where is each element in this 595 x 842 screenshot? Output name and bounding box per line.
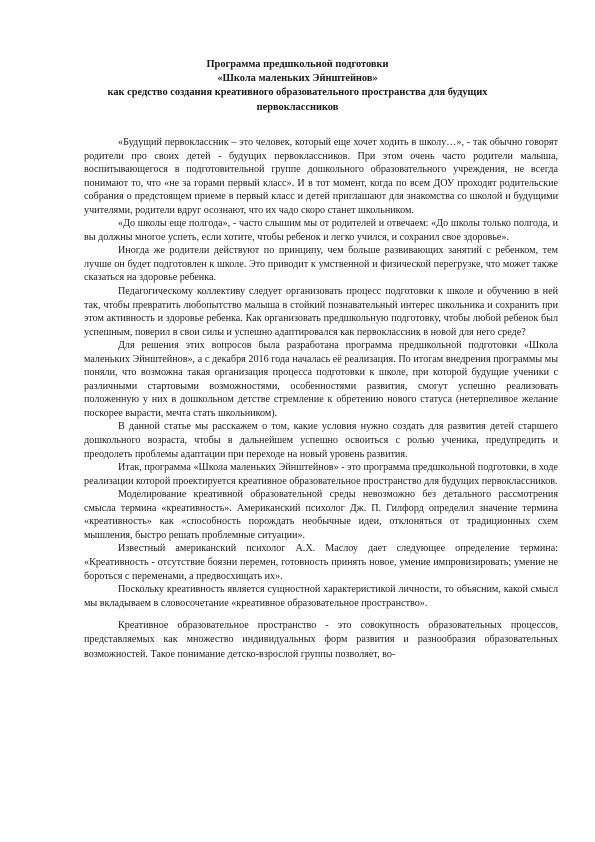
paragraph-5: Для решения этих вопросов была разработана программа предшкольной подготовки «Школа маленьких Эйнштейнов», а с декабря 2016 года началась её реализация. По итогам внедрения программы мы поняли, что возможна такая организация процесса подготовки к школе, при которой будущие ученики с различными стартовыми возможностями, особенностями развития, смогут успешно реализовать положенную у них в дошкольном детстве стремление к обретению нового статуса (нетерпеливое желание поскорее вырасти, мечта стать школьником). [84, 340, 558, 419]
paragraph-11: Креативное образовательное пространство - это совокупность образовательных процессов, представляемых как множество индивидуальных форм развития и разнообразия образовательных возможностей. Такое понимание детско-взрослой группы позволяет, во- [84, 619, 558, 660]
paragraph-10: Поскольку креативность является сущностной характеристикой личности, то объясним, какой смысл мы вкладываем в словосочетание «креативное образовательное пространство». [84, 584, 558, 610]
document-title [60, 58, 535, 115]
paragraph-4: Педагогическому коллективу следует организовать процесс подготовки к школе и обучению в ней так, чтобы превратить любопытство малыша в стойкий познавательный интерес школьника и сохранить при этом активность и здоровье ребенка. Как организовать предшкольную подготовку, чтобы любой ребенок был успешным, поверил в свои силы и успешно адаптировался как первоклассник в новой для него среде? [84, 286, 558, 338]
paragraph-3: Иногда же родители действуют по принципу, чем больше развивающих занятий с ребенком, тем лучше он будет подготовлен к школе. Это приводит к умственной и физической перегрузке, что может также сказаться на здоровье ребенка. [84, 245, 558, 284]
paragraph-7: Итак, программа «Школа маленьких Эйнштейнов» - это программа предшкольной подготовки, в ходе реализации которой проектируется креативное образовательное пространство для будущих первоклассников. [84, 462, 558, 487]
paragraph-8: Моделирование креативной образовательной среды невозможно без детального рассмотрения смысла термина «креативность». Американский психолог Дж. П. Гилфорд определил значение термина «креативность» как «способность порождать необычные идеи, отклоняться от традиционных схем мышления, быстро решать проблемные ситуации». [84, 489, 558, 541]
title-line-2: «Школа маленьких Эйнштейнов» [217, 73, 378, 85]
title-line-4: первоклассников [256, 101, 339, 113]
paragraph-1: «Будущий первоклассник – это человек, который еще хочет ходить в школу…», - так обычно говорят родители про своих детей - будущих первоклассников. При этом очень часто родители малыша, воспитывающегося в подготовительной группе дошкольного образовательного учреждения, не всегда понимают то, что «не за горами первый класс». И в тот момент, когда по всем ДОУ проходят родительские собрания о предстоящем приеме в первый класс и детей приглашают для знакомства со школой и будущими учителями, родители вдруг осознают, что их чадо скоро станет школьником. [84, 137, 558, 216]
paragraph-9: Известный американский психолог А.Х. Маслоу дает следующее определение термина: «Креативность - отсутствие боязни перемен, готовность принять новое, умение импровизировать; умение не бороться с переменами, а предвосхищать их». [84, 543, 558, 582]
document-body [84, 136, 558, 662]
paragraph-2: «До школы еще полгода», - часто слышим мы от родителей и отвечаем: «До школы только полгода, и вы должны многое успеть, если хотите, чтобы ребенок и легко учился, и сохранил свое здоровье». [84, 218, 558, 243]
title-line-3: как средство создания креативного образовательного пространства для будущих [107, 87, 488, 99]
paragraph-6: В данной статье мы расскажем о том, какие условия нужно создать для развития детей старшего дошкольного возраста, чтобы в дальнейшем успешно освоиться с ролью ученика, предупредить и преодолеть проблемы адаптации при переходе на новый уровень развития. [84, 421, 558, 460]
title-line-1: Программа предшкольной подготовки [206, 59, 389, 70]
